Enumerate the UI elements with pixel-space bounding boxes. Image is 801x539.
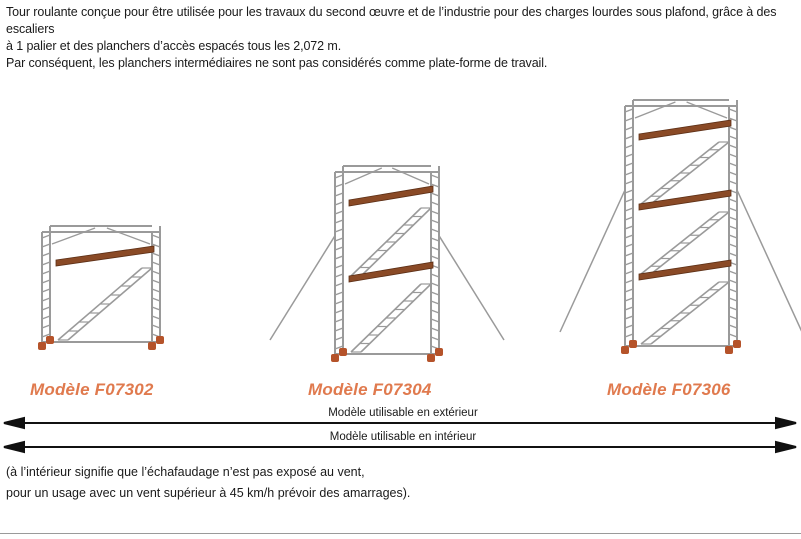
intro-line-1: Tour roulante conçue pour être utilisée pour les travaux du second œuvre et de l’industrie pour des charges lourdes sous plafond, grâce à des escaliers — [6, 5, 777, 36]
usage-note — [6, 462, 410, 504]
usage-exterior-label: Modèle utilisable en extérieur — [250, 407, 556, 419]
usage-arrow-exterior — [4, 418, 796, 428]
intro-line-3: Par conséquent, les planchers intermédiaires ne sont pas considérés comme plate-forme de travail. — [6, 56, 548, 70]
usage-note-line-1: (à l’intérieur signifie que l’échafaudage n’est pas exposé au vent, — [6, 465, 365, 479]
bottom-divider — [0, 533, 801, 534]
scaffold-tower-3 — [560, 100, 801, 354]
intro-line-2: à 1 palier et des planchers d’accès espacés tous les 2,072 m. — [6, 39, 342, 53]
usage-interior-label: Modèle utilisable en intérieur — [250, 431, 556, 443]
scaffold-tower-1 — [38, 226, 164, 350]
model-label-f07304: Modèle F07304 — [308, 380, 432, 399]
model-label-f07306: Modèle F07306 — [607, 380, 731, 399]
scaffold-tower-2 — [270, 166, 504, 362]
usage-note-line-2: pour un usage avec un vent supérieur à 45 km/h prévoir des amarrages). — [6, 486, 411, 500]
usage-arrow-interior — [4, 442, 796, 452]
scaffold-towers — [38, 100, 801, 362]
model-label-f07302: Modèle F07302 — [30, 380, 154, 399]
